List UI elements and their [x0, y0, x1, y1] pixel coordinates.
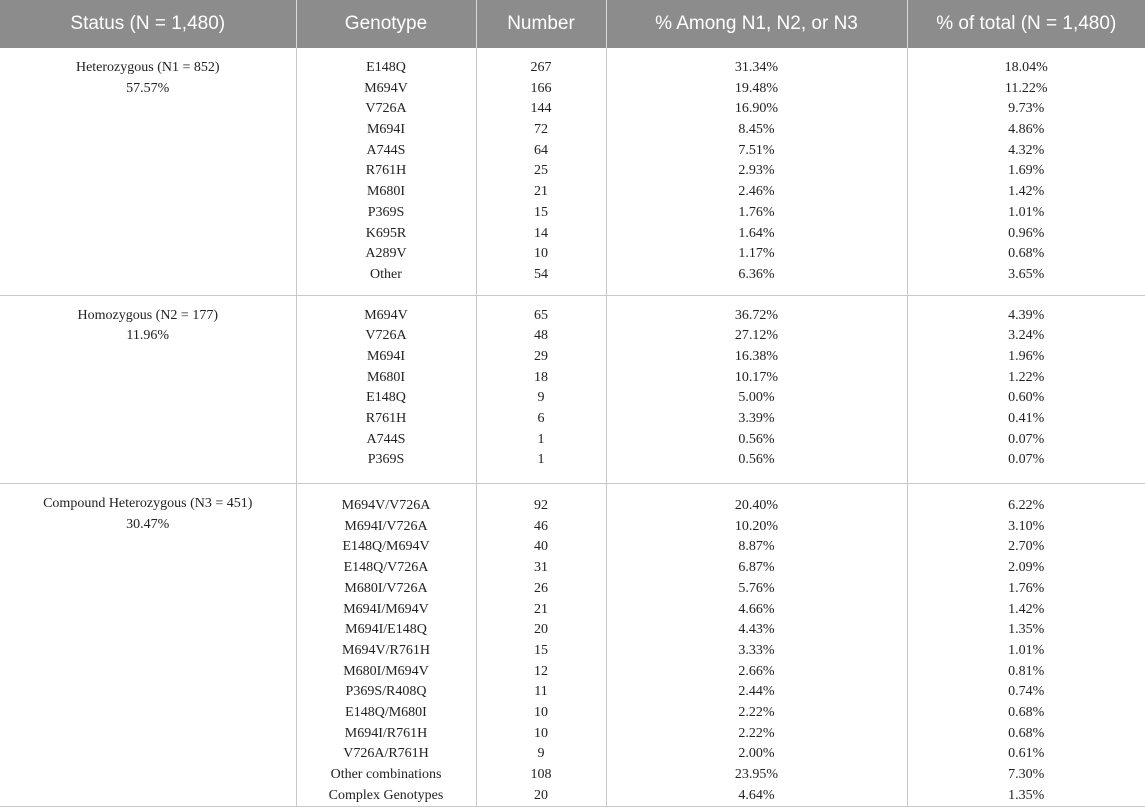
pct-total-cell: 1.22% [908, 368, 1145, 389]
pct-total-cell: 1.35% [908, 786, 1145, 807]
number-cell: 11 [477, 682, 606, 703]
status-cell [0, 48, 296, 295]
number-cell: 21 [477, 182, 606, 203]
pct-among-cell: 2.46% [607, 182, 907, 203]
number-cell: 108 [477, 765, 606, 786]
header-status: Status (N = 1,480) [0, 0, 296, 48]
genotype-cell: E148Q [297, 388, 476, 409]
genotype-cell: M694V [297, 79, 476, 100]
pct-total-cell: 1.69% [908, 161, 1145, 182]
number-cell: 29 [477, 347, 606, 368]
pct-total-cell: 3.24% [908, 326, 1145, 347]
pct-total-cell: 2.70% [908, 537, 1145, 558]
pct-total-cell: 0.68% [908, 244, 1145, 265]
genotype-cell: P369S/R408Q [297, 682, 476, 703]
pct-among-cell: 5.76% [607, 579, 907, 600]
number-cell: 40 [477, 537, 606, 558]
table-row [0, 295, 1145, 484]
pct-total-cell: 0.60% [908, 388, 1145, 409]
header-row [0, 0, 1145, 48]
genotype-cell: M680I/M694V [297, 662, 476, 683]
table-row [0, 484, 1145, 807]
pct-among-column [606, 484, 907, 807]
number-cell: 12 [477, 662, 606, 683]
genotype-column [296, 295, 476, 484]
genotype-cell: P369S [297, 450, 476, 471]
pct-among-cell: 31.34% [607, 58, 907, 79]
genotype-cell: R761H [297, 161, 476, 182]
pct-total-cell: 1.01% [908, 641, 1145, 662]
pct-total-column [907, 48, 1145, 295]
status-label: Heterozygous (N1 = 852) [0, 58, 296, 79]
pct-total-cell: 0.07% [908, 450, 1145, 471]
number-cell: 9 [477, 744, 606, 765]
pct-total-cell: 9.73% [908, 99, 1145, 120]
pct-among-cell: 0.56% [607, 430, 907, 451]
status-percentage: 11.96% [0, 326, 296, 347]
pct-among-cell: 23.95% [607, 765, 907, 786]
pct-among-cell: 10.20% [607, 517, 907, 538]
header-pct-total: % of total (N = 1,480) [907, 0, 1145, 48]
number-cell: 9 [477, 388, 606, 409]
status-label: Homozygous (N2 = 177) [0, 306, 296, 327]
number-cell: 20 [477, 786, 606, 807]
genotype-cell: M694V/R761H [297, 641, 476, 662]
pct-total-cell: 1.35% [908, 620, 1145, 641]
number-cell: 15 [477, 641, 606, 662]
number-cell: 6 [477, 409, 606, 430]
pct-total-cell: 4.86% [908, 120, 1145, 141]
number-column [476, 484, 606, 807]
pct-among-cell: 27.12% [607, 326, 907, 347]
number-cell: 64 [477, 141, 606, 162]
pct-total-cell: 0.74% [908, 682, 1145, 703]
pct-among-cell: 4.43% [607, 620, 907, 641]
table-row [0, 48, 1145, 295]
pct-among-cell: 1.76% [607, 203, 907, 224]
number-cell: 14 [477, 224, 606, 245]
pct-total-cell: 1.96% [908, 347, 1145, 368]
pct-among-cell: 16.90% [607, 99, 907, 120]
pct-among-cell: 8.87% [607, 537, 907, 558]
pct-among-cell: 2.00% [607, 744, 907, 765]
pct-among-cell: 4.66% [607, 600, 907, 621]
pct-among-cell: 3.39% [607, 409, 907, 430]
pct-among-cell: 1.64% [607, 224, 907, 245]
number-cell: 46 [477, 517, 606, 538]
status-cell [0, 484, 296, 807]
pct-among-cell: 2.22% [607, 703, 907, 724]
pct-among-column [606, 295, 907, 484]
pct-among-cell: 0.56% [607, 450, 907, 471]
pct-among-cell: 2.66% [607, 662, 907, 683]
number-cell: 48 [477, 326, 606, 347]
pct-total-cell: 1.01% [908, 203, 1145, 224]
genotype-cell: M694V/V726A [297, 496, 476, 517]
pct-among-cell: 7.51% [607, 141, 907, 162]
pct-total-cell: 3.10% [908, 517, 1145, 538]
number-cell: 144 [477, 99, 606, 120]
pct-total-cell: 18.04% [908, 58, 1145, 79]
number-cell: 54 [477, 265, 606, 286]
genotype-cell: R761H [297, 409, 476, 430]
pct-total-cell: 1.76% [908, 579, 1145, 600]
genotype-cell: E148Q/M680I [297, 703, 476, 724]
genotype-cell: E148Q [297, 58, 476, 79]
pct-total-cell: 11.22% [908, 79, 1145, 100]
status-percentage: 57.57% [0, 79, 296, 100]
pct-among-cell: 2.44% [607, 682, 907, 703]
number-cell: 15 [477, 203, 606, 224]
pct-total-cell: 0.61% [908, 744, 1145, 765]
genotype-cell: M694I [297, 347, 476, 368]
number-column [476, 48, 606, 295]
pct-total-cell: 0.07% [908, 430, 1145, 451]
number-column [476, 295, 606, 484]
number-cell: 10 [477, 724, 606, 745]
pct-total-cell: 0.81% [908, 662, 1145, 683]
pct-total-cell: 3.65% [908, 265, 1145, 286]
genotype-cell: K695R [297, 224, 476, 245]
pct-total-cell: 0.41% [908, 409, 1145, 430]
pct-total-cell: 0.96% [908, 224, 1145, 245]
genotype-cell: M694I/E148Q [297, 620, 476, 641]
genotype-cell: E148Q/V726A [297, 558, 476, 579]
number-cell: 26 [477, 579, 606, 600]
genotype-cell: E148Q/M694V [297, 537, 476, 558]
pct-among-cell: 10.17% [607, 368, 907, 389]
number-cell: 72 [477, 120, 606, 141]
genotype-cell: Other [297, 265, 476, 286]
pct-total-cell: 2.09% [908, 558, 1145, 579]
number-cell: 267 [477, 58, 606, 79]
pct-among-cell: 6.36% [607, 265, 907, 286]
genotype-cell: A289V [297, 244, 476, 265]
genotype-cell: M694I/V726A [297, 517, 476, 538]
pct-among-cell: 36.72% [607, 306, 907, 327]
header-genotype: Genotype [296, 0, 476, 48]
number-cell: 18 [477, 368, 606, 389]
number-cell: 65 [477, 306, 606, 327]
pct-total-cell: 6.22% [908, 496, 1145, 517]
genotype-cell: P369S [297, 203, 476, 224]
number-cell: 10 [477, 244, 606, 265]
pct-among-cell: 5.00% [607, 388, 907, 409]
pct-among-cell: 2.93% [607, 161, 907, 182]
pct-among-cell: 8.45% [607, 120, 907, 141]
genotype-cell: M694V [297, 306, 476, 327]
genotype-cell: V726A/R761H [297, 744, 476, 765]
genotype-cell: Complex Genotypes [297, 786, 476, 807]
pct-total-cell: 1.42% [908, 600, 1145, 621]
genotype-cell: Other combinations [297, 765, 476, 786]
genotype-cell: A744S [297, 141, 476, 162]
header-pct-among: % Among N1, N2, or N3 [606, 0, 907, 48]
pct-total-column [907, 484, 1145, 807]
genotype-column [296, 48, 476, 295]
pct-total-cell: 1.42% [908, 182, 1145, 203]
pct-total-cell: 0.68% [908, 703, 1145, 724]
number-cell: 20 [477, 620, 606, 641]
genotype-cell: V726A [297, 326, 476, 347]
pct-total-cell: 7.30% [908, 765, 1145, 786]
genotype-cell: M680I [297, 182, 476, 203]
status-percentage: 30.47% [0, 515, 296, 536]
number-cell: 1 [477, 450, 606, 471]
genotype-column [296, 484, 476, 807]
genotype-cell: A744S [297, 430, 476, 451]
pct-among-column [606, 48, 907, 295]
genotype-cell: M694I/R761H [297, 724, 476, 745]
status-label: Compound Heterozygous (N3 = 451) [0, 494, 296, 515]
number-cell: 31 [477, 558, 606, 579]
genotype-cell: M694I [297, 120, 476, 141]
pct-among-cell: 3.33% [607, 641, 907, 662]
pct-total-cell: 4.32% [908, 141, 1145, 162]
pct-among-cell: 2.22% [607, 724, 907, 745]
pct-total-cell: 4.39% [908, 306, 1145, 327]
number-cell: 92 [477, 496, 606, 517]
pct-among-cell: 4.64% [607, 786, 907, 807]
genotype-cell: M680I [297, 368, 476, 389]
genotype-cell: V726A [297, 99, 476, 120]
pct-among-cell: 6.87% [607, 558, 907, 579]
number-cell: 166 [477, 79, 606, 100]
number-cell: 10 [477, 703, 606, 724]
pct-among-cell: 19.48% [607, 79, 907, 100]
pct-among-cell: 16.38% [607, 347, 907, 368]
status-cell [0, 295, 296, 484]
pct-among-cell: 1.17% [607, 244, 907, 265]
genotype-cell: M680I/V726A [297, 579, 476, 600]
genotype-cell: M694I/M694V [297, 600, 476, 621]
pct-total-column [907, 295, 1145, 484]
number-cell: 1 [477, 430, 606, 451]
number-cell: 21 [477, 600, 606, 621]
header-number: Number [476, 0, 606, 48]
number-cell: 25 [477, 161, 606, 182]
pct-among-cell: 20.40% [607, 496, 907, 517]
pct-total-cell: 0.68% [908, 724, 1145, 745]
